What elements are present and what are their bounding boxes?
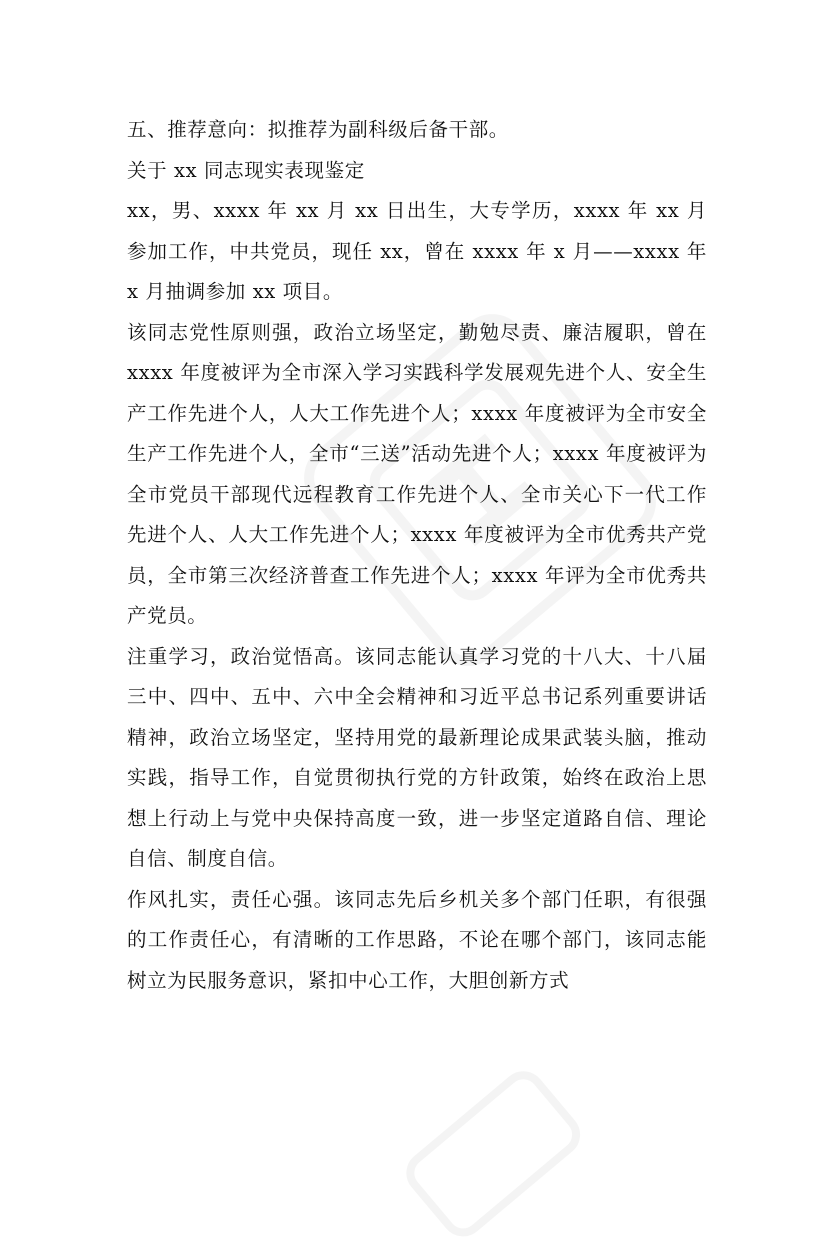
document-body (127, 110, 707, 1001)
paragraph-title: 关于 xx 同志现实表现鉴定 (127, 158, 365, 182)
watermark-logo-bottom (375, 1040, 605, 1260)
paragraph-work-style: 作风扎实，责任心强。该同志先后乡机关多个部门任职，有很强的工作责任心，有清晰的工作思路，不论在哪个部门，该同志能树立为民服务意识，紧扣中心工作，大胆创新方式 (127, 887, 707, 992)
paragraph-honors: 该同志党性原则强，政治立场坚定，勤勉尽责、廉洁履职，曾在 xxxx 年度被评为全市深入学习实践科学发展观先进个人、安全生产工作先进个人，人大工作先进个人；xxxx 年度被评为全市安全生产工作先进个人，全市“三送”活动先进个人；xxxx 年度被评为全市党员干部现代远程教育工作先进个人、全市关心下一代工作先进个人、人大工作先进个人；xxxx 年度被评为全市优秀共产党员，全市第三次经济普查工作先进个人；xxxx 年评为全市优秀共产党员。 (127, 320, 707, 627)
paragraph-study: 注重学习，政治觉悟高。该同志能认真学习党的十八大、十八届三中、四中、五中、六中全会精神和习近平总书记系列重要讲话精神，政治立场坚定，坚持用党的最新理论成果武装头脑，推动实践，指导工作，自觉贯彻执行党的方针政策，始终在政治上思想上行动上与党中央保持高度一致，进一步坚定道路自信、理论自信、制度自信。 (127, 644, 707, 870)
paragraph-recommendation: 五、推荐意向：拟推荐为副科级后备干部。 (127, 118, 509, 141)
paragraph-profile: xx，男、xxxx 年 xx 月 xx 日出生，大专学历，xxxx 年 xx 月参加工作，中共党员，现任 xx，曾在 xxxx 年 x 月——xxxx 年 x 月抽调参加 xx 项目。 (127, 199, 707, 303)
